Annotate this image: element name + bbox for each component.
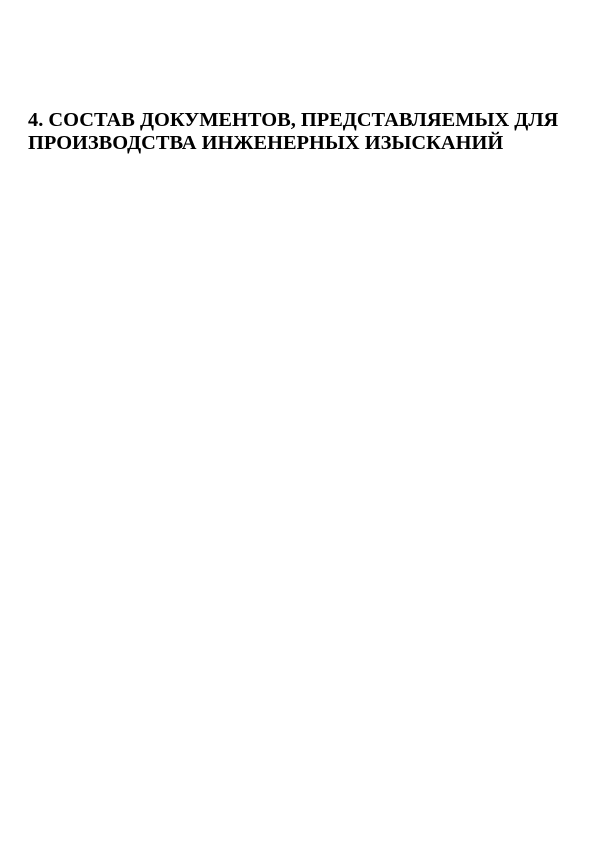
section-heading: 4. СОСТАВ ДОКУМЕНТОВ, ПРЕДСТАВЛЯЕМЫХ ДЛЯ ПРОИЗВОДСТВА ИНЖЕНЕРНЫХ ИЗЫСКАНИЙ <box>28 109 559 154</box>
